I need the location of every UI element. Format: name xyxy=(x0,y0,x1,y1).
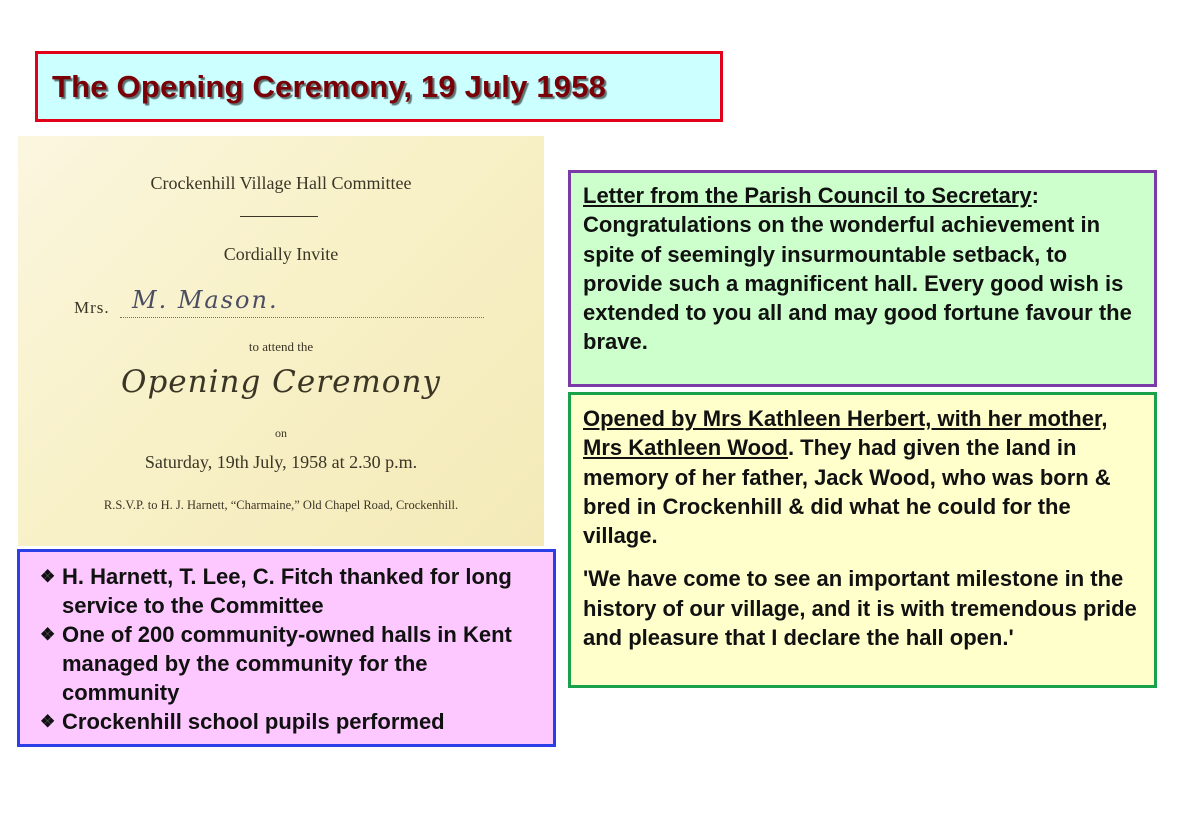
invitation-divider xyxy=(240,216,318,217)
invitation-rsvp: R.S.V.P. to H. J. Harnett, “Charmaine,” Old Chapel Road, Crockenhill. xyxy=(103,498,459,512)
diamond-bullet-icon: ❖ xyxy=(40,712,56,731)
invitation-guest-row xyxy=(74,286,484,320)
list-item-text: One of 200 community-owned halls in Kent managed by the community for the community xyxy=(62,622,512,705)
notes-box xyxy=(17,549,556,747)
invitation-guest-prefix: Mrs. xyxy=(74,298,110,317)
list-item-text: Crockenhill school pupils performed xyxy=(62,709,445,734)
list-item xyxy=(40,562,543,620)
invitation-event: Opening Ceremony xyxy=(121,364,441,400)
list-item-text: H. Harnett, T. Lee, C. Fitch thanked for long service to the Committee xyxy=(62,564,512,618)
letter-body: Congratulations on the wonderful achievement in spite of seemingly insurmountable setback, to provide such a magnificent hall. Every good wish is extended to you all and may good fortune favour the brave. xyxy=(583,212,1132,355)
opened-box xyxy=(568,392,1157,688)
opened-body: . They had given the land in memory of her father, Jack Wood, who was born & bred in Crockenhill & did what he could for the village. xyxy=(583,435,1111,549)
diamond-bullet-icon: ❖ xyxy=(40,567,56,586)
opened-heading: Opened by Mrs Kathleen Herbert, with her mother, Mrs Kathleen Wood xyxy=(583,406,1108,461)
letter-heading-suffix: : xyxy=(1031,183,1039,208)
letter-box xyxy=(568,170,1157,387)
title-box xyxy=(35,51,723,122)
diamond-bullet-icon: ❖ xyxy=(40,625,56,644)
list-item xyxy=(40,620,543,707)
invitation-committee: Crockenhill Village Hall Committee xyxy=(150,173,412,193)
notes-list xyxy=(40,562,543,736)
invitation-attend: to attend the xyxy=(248,339,314,354)
invitation-cordially: Cordially Invite xyxy=(223,244,339,264)
opened-quote: 'We have come to see an important milestone in the history of our village, and it is with tremendous pride and pleasure that I declare the hall open.' xyxy=(583,566,1137,651)
page-title: The Opening Ceremony, 19 July 1958 xyxy=(52,68,607,104)
list-item xyxy=(40,707,543,736)
invitation-card xyxy=(18,136,544,546)
invitation-guest-line xyxy=(120,317,484,318)
invitation-date: Saturday, 19th July, 1958 at 2.30 p.m. xyxy=(144,452,418,472)
invitation-guest-name: M. Mason. xyxy=(132,286,279,314)
opened-paragraph xyxy=(583,404,1142,550)
invitation-on: on xyxy=(275,426,287,440)
letter-heading: Letter from the Parish Council to Secretary xyxy=(583,183,1032,208)
